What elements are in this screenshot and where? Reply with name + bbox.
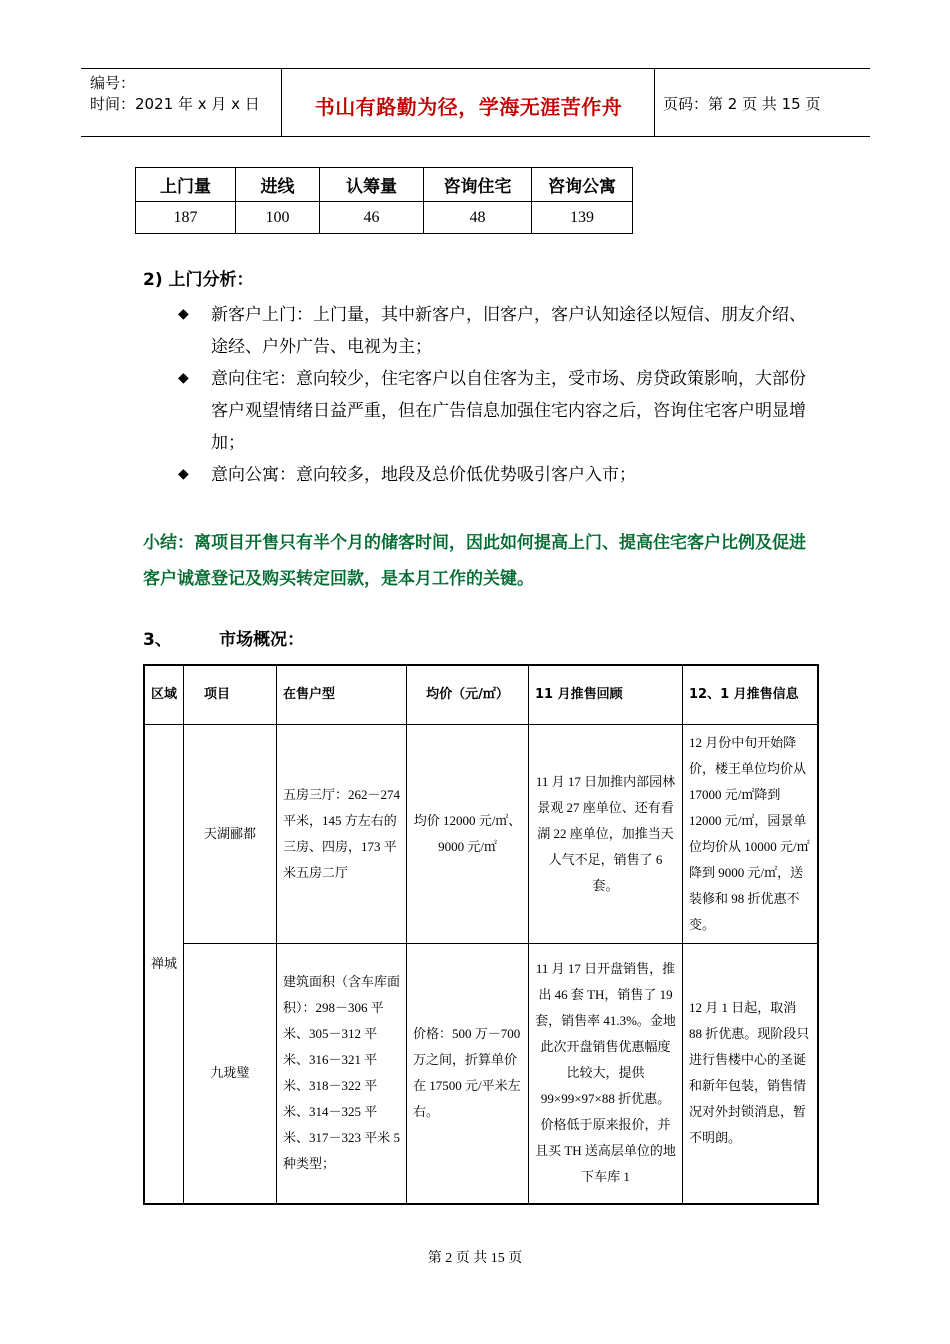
page-footer: 第 2 页 共 15 页 xyxy=(427,1251,523,1266)
market-header: 12、1 月推售信息 xyxy=(683,665,819,725)
stats-cell: 187 xyxy=(136,202,236,234)
stats-cell: 48 xyxy=(424,202,532,234)
stats-cell: 100 xyxy=(236,202,320,234)
summary-paragraph: 小结：离项目开售只有半个月的储客时间，因此如何提高上门、提高住宅客户比例及促进客户诚意登记及购买转定回款，是本月工作的关键。 xyxy=(143,533,806,589)
diamond-bullet-icon: ◆ xyxy=(178,306,189,322)
header-meta xyxy=(90,73,260,115)
time-label: 时间：2021 年 x 月 x 日 xyxy=(90,95,260,113)
project-cell: 九珑璧 xyxy=(184,944,277,1204)
units-cell: 五房三厅：262－274 平米，145 方左右的三房、四房，173 平米五房二厅 xyxy=(277,725,407,944)
units-cell: 建筑面积（含车库面积）：298－306 平米、305－312 平米、316－321 平米、318－322 平米、314－325 平米、317－323 平米 5 种类型； xyxy=(277,944,407,1204)
visit-stats-table xyxy=(135,167,633,234)
page-header xyxy=(81,68,870,137)
price-cell: 均价 12000 元/㎡、9000 元/㎡ xyxy=(407,725,529,944)
nov-review-cell: 11 月 17 日开盘销售，推出 46 套 TH，销售了 19 套，销售率 41.3%。金地此次开盘销售优惠幅度比较大，提供 99×99×97×88 折优惠。价格低于原来报价，并且买 TH 送高层单位的地下车库 1 xyxy=(529,944,683,1204)
dec-jan-info-cell: 12 月份中旬开始降价，楼王单位均价从 17000 元/㎡降到 12000 元/㎡，园景单位均价从 10000 元/㎡降到 9000 元/㎡，送装修和 98 折优惠不变。 xyxy=(683,725,819,944)
header-divider xyxy=(654,69,655,136)
diamond-bullet-icon: ◆ xyxy=(178,466,189,482)
dec-jan-info-cell: 12 月 1 日起，取消 88 折优惠。现阶段只进行售楼中心的圣诞和新年包装，销售情况对外封锁消息，暂不明朗。 xyxy=(683,944,819,1204)
number-label: 编号： xyxy=(90,74,136,92)
market-header: 项目 xyxy=(184,665,277,725)
stats-cell: 46 xyxy=(320,202,424,234)
stats-header: 上门量 xyxy=(136,168,236,202)
header-page-info: 页码：第 2 页 共 15 页 xyxy=(663,95,821,113)
bullet-text: 意向公寓：意向较多，地段及总价低优势吸引客户入市； xyxy=(211,465,636,485)
stats-header: 进线 xyxy=(236,168,320,202)
stats-cell: 139 xyxy=(532,202,633,234)
header-motto: 书山有路勤为径，学海无涯苦作舟 xyxy=(314,95,623,119)
market-header: 均价（元/㎡） xyxy=(407,665,529,725)
market-overview-table xyxy=(143,664,819,1205)
nov-review-cell: 11 月 17 日加推内部园林景观 27 座单位、还有看湖 22 座单位，加推当天人气不足，销售了 6 套。 xyxy=(529,725,683,944)
price-cell: 价格：500 万－700 万之间，折算单价在 17500 元/平米左右。 xyxy=(407,944,529,1204)
market-header: 11 月推售回顾 xyxy=(529,665,683,725)
market-header: 在售户型 xyxy=(277,665,407,725)
section-heading-visit-analysis: 2) 上门分析： xyxy=(143,270,254,290)
market-header: 区域 xyxy=(144,665,184,725)
stats-header: 咨询公寓 xyxy=(532,168,633,202)
bullet-text: 新客户上门：上门量，其中新客户，旧客户，客户认知途径以短信、朋友介绍、途经、户外广告、电视为主； xyxy=(211,305,806,357)
diamond-bullet-icon: ◆ xyxy=(178,370,189,386)
section-heading-market-overview: 3、 市场概况： xyxy=(143,630,305,650)
project-cell: 天湖郦都 xyxy=(184,725,277,944)
stats-header: 咨询住宅 xyxy=(424,168,532,202)
bullet-text: 意向住宅：意向较少，住宅客户以自住客为主，受市场、房贷政策影响，大部份客户观望情绪日益严重，但在广告信息加强住宅内容之后，咨询住宅客户明显增加； xyxy=(211,369,806,453)
region-cell: 禅城 xyxy=(144,725,184,1204)
stats-header: 认筹量 xyxy=(320,168,424,202)
